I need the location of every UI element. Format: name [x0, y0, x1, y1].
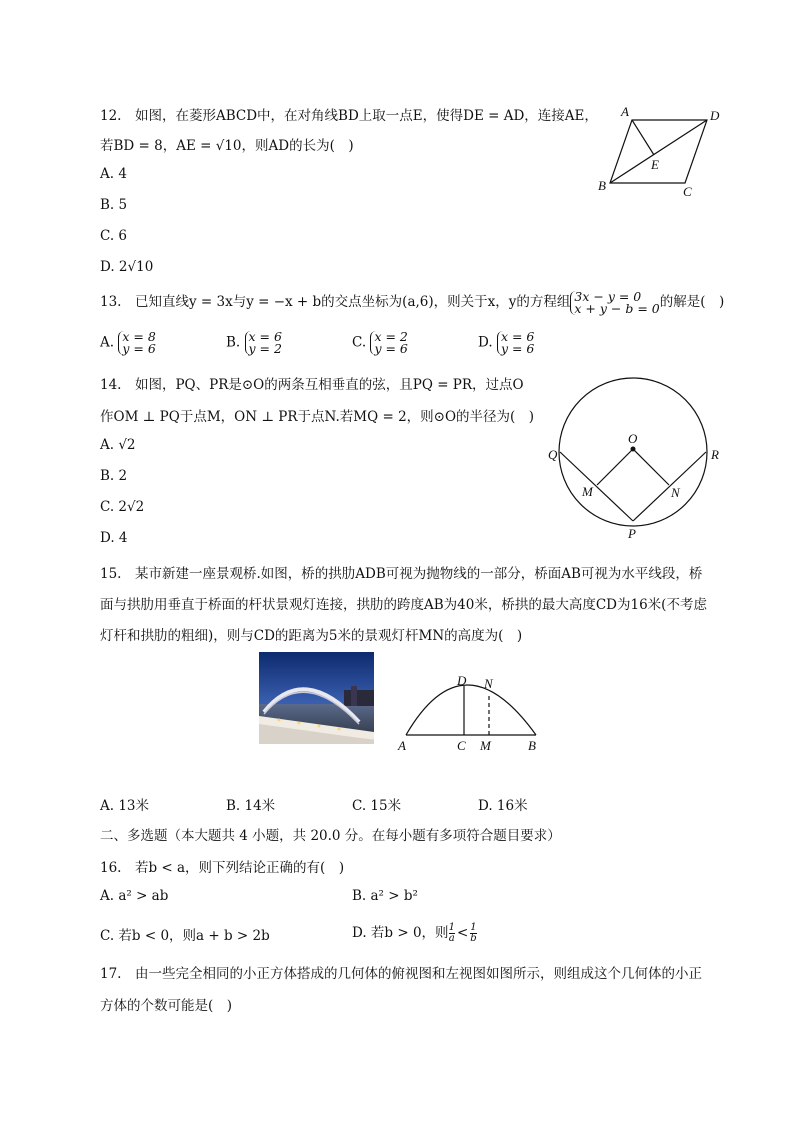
chord-pr	[633, 452, 706, 521]
label-n: N	[671, 485, 680, 500]
q16-option-a: A. a² > ab	[100, 888, 169, 904]
q13-b-r2: y = 2	[248, 341, 282, 356]
segment-ae	[632, 120, 654, 155]
label-e: E	[651, 157, 659, 172]
q12-option-d: D. 2√10	[100, 259, 154, 275]
q13-option-a-system	[118, 331, 155, 355]
q15-option-c: C. 15米	[352, 798, 402, 814]
q13-b-r1: x = 6	[248, 329, 282, 344]
q12-line2: 若BD = 8，AE = √10，则AD的长为( )	[100, 138, 354, 154]
q13-option-c-system	[370, 331, 407, 355]
label-b: B	[528, 738, 536, 753]
arch-adb	[406, 685, 536, 735]
q13-text-after: 的解是( )	[659, 294, 725, 310]
q13-option-c	[352, 331, 408, 355]
q15-line1: 15. 某市新建一座景观桥.如图，桥的拱肋ADB可视为抛物线的一部分，桥面AB可视为水平线段，桥	[100, 566, 703, 582]
fraction-1-over-a	[449, 923, 455, 944]
frac1-num: 1	[448, 922, 455, 933]
q15-parabola-figure	[396, 672, 551, 757]
q13-a-r2: y = 6	[122, 341, 156, 356]
q16-option-d	[352, 921, 477, 944]
label-n: N	[484, 676, 493, 691]
less-than: <	[456, 925, 469, 941]
q13-a-r1: x = 8	[122, 329, 156, 344]
q15-option-b: B. 14米	[226, 798, 276, 814]
q16-stem: 16. 若b < a，则下列结论正确的有( )	[100, 860, 345, 876]
fraction-1-over-b	[470, 923, 476, 944]
q15-option-a: A. 13米	[100, 798, 150, 814]
q12-option-c: C. 6	[100, 228, 128, 244]
q14-option-b: B. 2	[100, 468, 128, 484]
q13-option-d	[478, 331, 534, 355]
q16-option-c: C. 若b < 0，则a + b > 2b	[100, 928, 270, 944]
label-d: D	[710, 108, 720, 123]
diagonal-bd	[610, 120, 707, 183]
q14-option-d: D. 4	[100, 530, 128, 546]
label-o: O	[628, 431, 638, 446]
q14-option-c: C. 2√2	[100, 499, 145, 515]
q13-option-d-system	[497, 331, 534, 355]
label-m: M	[582, 484, 593, 499]
label-a: A	[621, 104, 629, 119]
label-p: P	[628, 526, 636, 541]
q12-option-b: B. 5	[100, 197, 128, 213]
label-m: M	[480, 738, 491, 753]
q12-rhombus-figure	[595, 105, 725, 200]
circle-o	[559, 378, 707, 526]
q15-line2: 面与拱肋用垂直于桥面的杆状景观灯连接，拱肋的跨度AB为40米，桥拱的最大高度CD为16米(不考虑	[100, 597, 707, 613]
q13-c-r2: y = 6	[374, 341, 408, 356]
section2-title: 二、多选题（本大题共 4 小题，共 20.0 分。在每小题有多项符合题目要求）	[100, 828, 561, 844]
q15-line3: 灯杆和拱肋的粗细)，则与CD的距离为5米的景观灯杆MN的高度为( )	[100, 628, 523, 644]
q14-line2: 作OM ⊥ PQ于点M，ON ⊥ PR于点N.若MQ = 2，则⊙O的半径为( )	[100, 409, 535, 425]
q16-option-d-prefix: D. 若b > 0，则	[352, 925, 449, 941]
frac1-den: a	[448, 933, 455, 944]
q17-line1: 17. 由一些完全相同的小正方体搭成的几何体的俯视图和左视图如图所示，则组成这个几何体的小正	[100, 966, 702, 982]
q13-system-row2: x + y − b = 0	[574, 300, 660, 316]
q13-stem	[100, 290, 724, 315]
q12-option-a: A. 4	[100, 166, 127, 182]
q13-d-r2: y = 6	[500, 341, 535, 356]
chord-pq	[560, 452, 633, 521]
label-a: A	[398, 738, 406, 753]
q13-c-r1: x = 2	[374, 329, 408, 344]
label-d: D	[457, 673, 467, 688]
q16-option-b: B. a² > b²	[352, 888, 418, 904]
segment-om	[597, 449, 633, 485]
label-b: B	[598, 178, 606, 193]
q13-option-a-label: A.	[100, 334, 115, 351]
q13-option-a	[100, 331, 156, 355]
q13-option-c-label: C.	[352, 334, 367, 351]
q13-system-row1: 3x − y = 0	[574, 288, 642, 304]
q13-option-b	[226, 331, 282, 355]
q14-option-a: A. √2	[100, 437, 136, 453]
q13-option-b-label: B.	[226, 334, 241, 351]
label-r: R	[711, 447, 719, 462]
q14-circle-figure	[540, 375, 730, 545]
q13-system	[570, 288, 660, 316]
q13-option-d-label: D.	[478, 334, 493, 351]
frac2-num: 1	[470, 922, 477, 933]
bridge-photo	[259, 652, 374, 744]
frac2-den: b	[470, 933, 477, 944]
q17-line2: 方体的个数可能是( )	[100, 998, 233, 1014]
q13-text-before: 13. 已知直线y = 3x与y = −x + b的交点坐标为(a,6)，则关于x，y的方程组	[100, 294, 571, 310]
q13-d-r1: x = 6	[500, 329, 535, 344]
label-c: C	[457, 738, 466, 753]
segment-on	[633, 449, 669, 485]
q14-line1: 14. 如图，PQ、PR是⊙O的两条互相垂直的弦，且PQ = PR，过点O	[100, 377, 524, 393]
q13-option-b-system	[245, 331, 282, 355]
center-dot	[631, 447, 636, 452]
q12-line1: 12. 如图，在菱形ABCD中，在对角线BD上取一点E，使得DE = AD，连接AE，	[100, 108, 598, 124]
q15-option-d: D. 16米	[478, 798, 528, 814]
label-q: Q	[548, 447, 558, 462]
label-c: C	[683, 184, 692, 199]
